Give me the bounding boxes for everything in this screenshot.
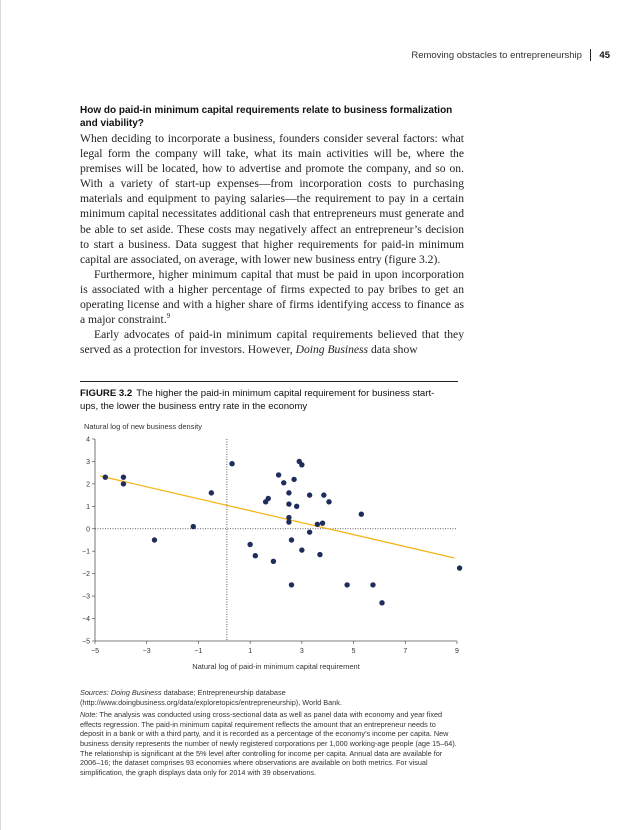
data-point [286,501,291,506]
data-point [291,477,296,482]
data-point [299,547,304,552]
x-axis-label: Natural log of paid-in minimum capital requirement [192,662,360,671]
y-tick-label: −3 [82,593,90,601]
paragraph-2: Furthermore, higher minimum capital that must be paid in upon incorporation is associated with a higher percentage of firms expected to pay bribes to get an operating license and with a higher share of firms identifying access to finance as a major constraint.$^9$ [80,267,464,327]
data-point [286,519,291,524]
data-point [370,582,375,587]
data-point [103,474,108,479]
y-tick-label: −4 [82,616,90,624]
y-axis-label: Natural log of new business density [84,422,202,431]
figure-label: FIGURE 3.2 [80,388,133,399]
data-point [253,553,258,558]
x-tick-label: 1 [248,648,253,655]
data-point [317,552,322,557]
data-point [289,582,294,587]
data-point [344,582,349,587]
figure-rule [80,381,458,382]
x-tick-label: −5 [91,648,99,655]
scatter-chart [80,418,470,676]
x-tick-label: 7 [403,648,408,655]
x-tick-label: −1 [194,648,203,655]
data-point [294,504,299,509]
y-tick-label: −1 [82,548,90,556]
y-tick-label: 4 [86,436,90,444]
data-point [281,480,286,485]
data-point [209,490,214,495]
body-text [80,131,464,357]
data-point [321,492,326,497]
running-head-divider [590,49,592,61]
y-tick-label: 1 [86,503,90,511]
data-point [307,529,312,534]
data-point [320,520,325,525]
data-point [247,542,252,547]
x-tick-label: 3 [299,648,304,655]
data-point [299,462,304,467]
data-point [307,492,312,497]
data-point [191,524,196,529]
x-tick-label: −3 [142,648,151,655]
y-tick-label: 0 [86,526,90,534]
paragraph-3: Early advocates of paid-in minimum capital requirements believed that they served as a protection for investors. However, Doing Business data show [80,328,464,357]
section-heading: How do paid-in minimum capital requirements relate to business formalization and viability? [80,105,453,129]
data-point [315,522,320,527]
data-point [121,474,126,479]
x-tick-label: 9 [455,648,459,655]
data-point [276,472,281,477]
x-tick-label: 5 [351,648,356,655]
figure-caption: The higher the paid-in minimum capital requirement for business start-ups, the lower the business entry rate in the economy [80,388,435,412]
data-point [152,537,157,542]
data-point [457,565,462,570]
page-edge [0,0,1,830]
data-point [229,461,234,466]
data-point [359,511,364,516]
page-number: 45 [599,49,610,61]
paragraph-1: When deciding to incorporate a business, founders consider several factors: what legal form the company will take, what its main activities will be, where the premises will be located, how to advertise and promote the company, and so on. With a variety of start-up expenses—from incorporation costs to purchasing materials and equipment to paying salaries—the requirement to pay in a certain minimum capital necessitates additional cash that entrepreneurs must generate and be able to set aside. These costs may negatively affect an entrepreneur’s decision to start a business. Data suggest that higher requirements for paid-in minimum capital are associated, on average, with lower new business entry (figure 3.2). [80,132,464,266]
y-tick-label: 2 [86,481,90,489]
running-head [411,49,610,61]
y-tick-label: 3 [86,458,90,466]
data-point [289,537,294,542]
data-point [266,496,271,501]
note-line: Note: The analysis was conducted using cross-sectional data as well as panel data with economy and year fixed effects regression. The paid-in minimum capital requirement reflects the amount that an entrepreneur needs to deposit in a bank or with a third party, and it is recorded as a percentage of the economy’s income per capita. New business density represents the number of newly registered corporations per 1,000 working-age people (age 15–64). The relationship is significant at the 5% level after controlling for income per capita. Annual data are available for 2006–16; the dataset comprises 93 economies where observations are available on both metrics. For visual simplification, the graph displays data only for 2014 with 39 observations. [80,710,457,777]
y-tick-label: −5 [82,638,90,646]
data-point [271,559,276,564]
data-point [121,481,126,486]
data-point [326,499,331,504]
data-point [379,600,384,605]
sources-line: Sources: Doing Business database; Entrepreneurship database (http://www.doingbusiness.org/data/exploretopics/entrepreneurship), World Bank. [80,688,342,707]
data-point [286,490,291,495]
figure-title [80,388,440,413]
trend-line [100,476,454,558]
figure-sources [80,688,460,777]
running-head-title: Removing obstacles to entrepreneurship [411,49,582,61]
footnote-ref[interactable]: 9 [166,312,171,321]
y-tick-label: −2 [82,571,90,579]
